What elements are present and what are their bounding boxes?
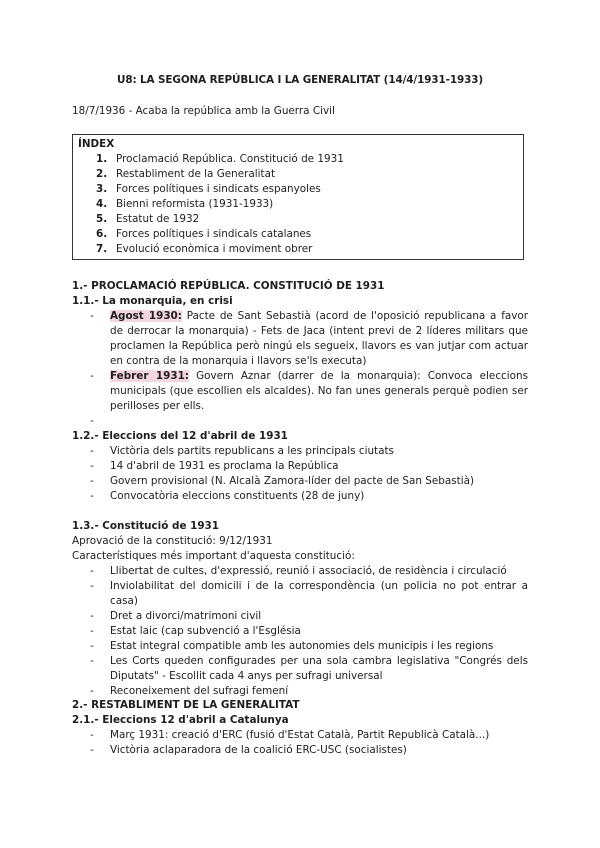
list-item-text: Govern Aznar (darrer de la monarquia): Convoca eleccions municipals (que escollien els alcaldes). No fan unes generals perquè podien ser perilloses per ells. — [110, 370, 528, 412]
index-box — [72, 134, 524, 260]
list-item: - Estat laic (cap subvenció a l'Església — [72, 624, 528, 639]
index-item — [78, 197, 518, 212]
index-label: Forces polítiques i sindicals catalanes — [116, 228, 312, 240]
index-number: 2. — [96, 168, 108, 180]
list-item: - Reconeixement del sufragi femení — [72, 684, 528, 699]
list-item: - Govern provisional (N. Alcalà Zamora-líder del pacte de San Sebastià) — [72, 474, 528, 489]
list-item: - Dret a divorci/matrimoni civil — [72, 609, 528, 624]
section-1 — [72, 279, 528, 504]
index-item — [78, 182, 518, 197]
list-item: - Victòria aclaparadora de la coalició ERC-USC (socialistes) — [72, 743, 528, 758]
list-item: - Març 1931: creació d'ERC (fusió d'Estat Català, Partit Republicà Català...) — [72, 728, 528, 743]
section-1-2-list — [72, 444, 528, 504]
characteristics-intro: Característiques més important d'aquesta constitució: — [72, 550, 355, 562]
index-number: 4. — [96, 198, 108, 210]
list-item: - Victòria dels partits republicans a les principals ciutats — [72, 444, 528, 459]
index-label: Proclamació República. Constitució de 1931 — [116, 153, 344, 165]
index-item — [78, 227, 518, 242]
document-title: U8: LA SEGONA REPÚBLICA I LA GENERALITAT (14/4/1931-1933) — [116, 74, 484, 86]
list-item — [72, 369, 528, 414]
list-item: - Convocatòria eleccions constituents (28 de juny) — [72, 489, 528, 504]
dateline: 18/7/1936 - Acaba la república amb la Guerra Civil — [72, 105, 335, 117]
index-label: Bienni reformista (1931-1933) — [116, 198, 274, 210]
empty-list-item — [72, 414, 528, 429]
approval-date: Aprovació de la constitució: 9/12/1931 — [72, 535, 273, 547]
section-2 — [72, 698, 528, 758]
list-item: - Les Corts queden configurades per una sola cambra legislativa "Congrés dels Diputats" - Escollit cada 4 anys per sufragi universal — [72, 654, 528, 684]
index-heading: ÍNDEX — [78, 138, 115, 150]
list-item — [72, 309, 528, 369]
index-label: Forces polítiques i sindicats espanyoles — [116, 183, 321, 195]
section-1-3-list — [72, 564, 528, 699]
index-item — [78, 242, 518, 257]
highlighted-date: Febrer 1931: — [110, 370, 189, 382]
index-number: 6. — [96, 228, 108, 240]
section-1-1-heading: 1.1.- La monarquia, en crisi — [72, 295, 233, 307]
section-2-heading: 2.- RESTABLIMENT DE LA GENERALITAT — [72, 699, 300, 711]
index-label: Estatut de 1932 — [116, 213, 200, 225]
section-1-3-heading: 1.3.- Constitució de 1931 — [72, 520, 220, 532]
list-item: - Inviolabilitat del domicili i de la correspondència (un policia no pot entrar a casa) — [72, 579, 528, 609]
section-2-1-list — [72, 728, 528, 758]
list-item: - Llibertat de cultes, d'expressió, reunió i associació, de residència i circulació — [72, 564, 528, 579]
list-item: - 14 d'abril de 1931 es proclama la República — [72, 459, 528, 474]
index-number: 1. — [96, 153, 108, 165]
section-1-2-heading: 1.2.- Eleccions del 12 d'abril de 1931 — [72, 430, 288, 442]
section-1-heading: 1.- PROCLAMACIÓ REPÚBLICA. CONSTITUCIÓ DE 1931 — [72, 280, 385, 292]
list-item-text: Pacte de Sant Sebastià (acord de l'oposició republicana a favor de derrocar la monarquia) - Fets de Jaca (intent previ de 2 líderes militars que proclamen la República però ningú els segueix, llavors es van jutjar com actuar en contra de la monarquia i llavors se'ls executa) — [110, 310, 528, 367]
highlighted-date: Agost 1930: — [110, 310, 182, 322]
index-item — [78, 152, 518, 167]
section-1-3 — [72, 519, 528, 699]
index-label: Evolució econòmica i moviment obrer — [116, 243, 313, 255]
index-item — [78, 167, 518, 182]
index-label: Restabliment de la Generalitat — [116, 168, 276, 180]
index-item — [78, 212, 518, 227]
index-number: 7. — [96, 243, 108, 255]
index-list — [78, 152, 518, 257]
list-item: - Estat integral compatible amb les autonomies dels municipis i les regions — [72, 639, 528, 654]
index-number: 5. — [96, 213, 108, 225]
section-1-1-list — [72, 309, 528, 429]
section-2-1-heading: 2.1.- Eleccions 12 d'abril a Catalunya — [72, 714, 289, 726]
index-number: 3. — [96, 183, 108, 195]
